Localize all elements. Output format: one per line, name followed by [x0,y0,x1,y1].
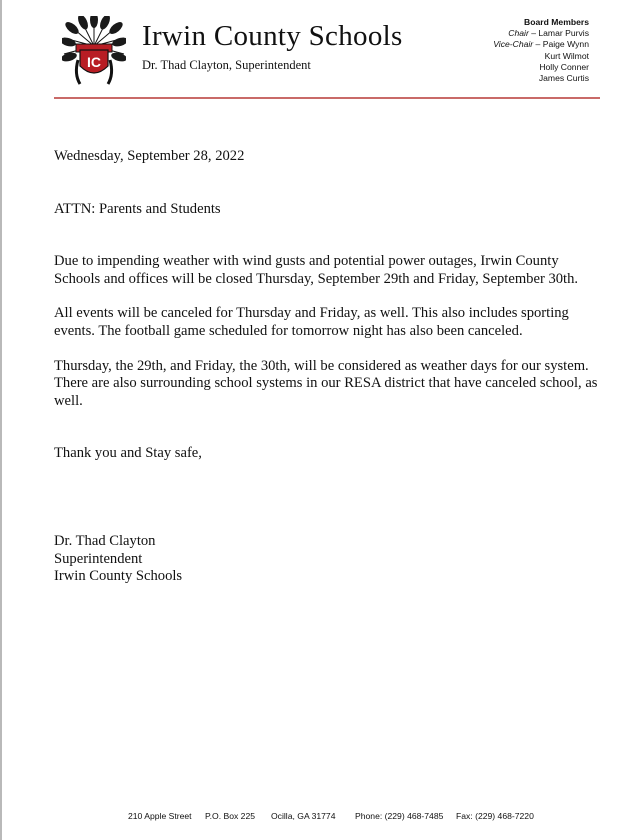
board-member: Holly Conner [539,61,589,72]
signature-title: Superintendent [54,550,143,567]
body-paragraph: All events will be canceled for Thursday and Friday, as well. This also includes sporting events. The football game scheduled for tomorrow night has also been canceled. [54,305,569,339]
signature-block [54,533,600,586]
signature-name: Dr. Thad Clayton [54,532,156,549]
closing-line: Thank you and Stay safe, [54,445,202,462]
board-member: Vice-Chair – Paige Wynn [493,39,589,50]
board-role: Vice-Chair [493,39,534,50]
footer-phone: Phone: (229) 468-7485 [355,811,444,821]
headdress-logo-icon [62,16,126,86]
attention-line: ATTN: Parents and Students [54,200,221,217]
footer-fax: Fax: (229) 468-7220 [456,811,534,821]
body-paragraph: Thursday, the 29th, and Friday, the 30th, will be considered as weather days for our system. There are also surrounding school systems in our RESA district that have canceled school, as well. [54,357,598,409]
board-member-name: Paige Wynn [542,39,589,50]
board-member: James Curtis [538,73,589,84]
school-name: Irwin County Schools [142,20,403,52]
board-member: Kurt Wilmot [544,50,589,61]
header-divider [54,97,600,99]
board-title: Board Members [524,17,589,27]
footer-street: 210 Apple Street [128,811,192,821]
board-member: Chair – Lamar Purvis [508,28,589,39]
footer-po-box: P.O. Box 225 [205,811,256,821]
board-member-name: Lamar Purvis [538,28,589,39]
board-members [493,17,589,84]
footer-city: Ocilla, GA 31774 [271,811,336,821]
logo-monogram: IC [87,54,101,70]
page-edge [0,0,2,840]
letter-body [54,148,600,586]
signature-organization: Irwin County Schools [54,568,183,585]
letter-date: Wednesday, September 28, 2022 [54,148,245,164]
board-role: Chair [508,28,529,39]
superintendent-line: Dr. Thad Clayton, Superintendent [142,58,311,72]
body-paragraph: Due to impending weather with wind gusts and potential power outages, Irwin County Schools and offices will be closed Thursday, September 29th and Friday, September 30th. [54,253,579,287]
